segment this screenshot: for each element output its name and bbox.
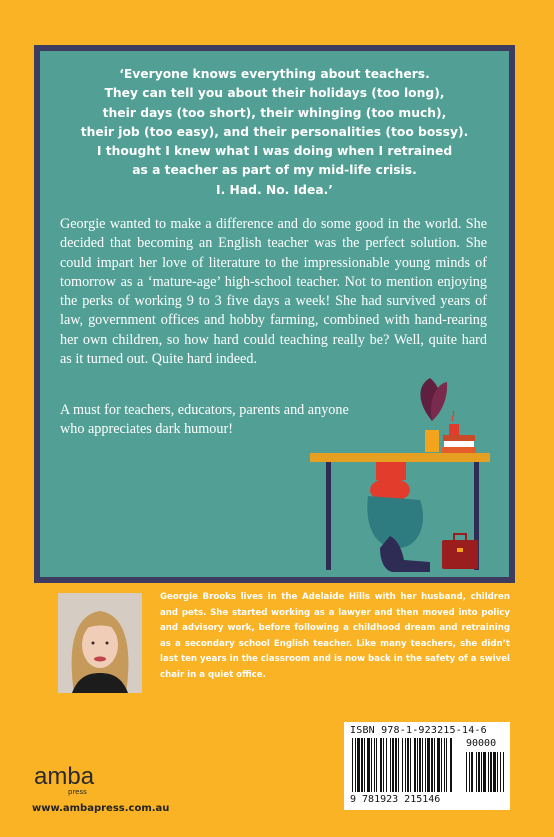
cover-quote: ‘Everyone knows everything about teachers. They can tell you about their holidays (too long), their days (too short), their whinging (too much), their job (too easy), and their personalities (too bossy). I thought I knew what I was doing when I retrained as a teacher as part of my mid-life crisis. I. Had. No. Idea.’ [80,67,469,197]
barcode-bar [410,738,411,792]
barcode-bar [402,738,403,792]
logo-text: amba [34,763,95,790]
addon-bar [481,752,482,792]
addon-bar [493,752,496,792]
barcode-bar [367,738,370,792]
briefcase [442,540,478,569]
barcode-bar [417,738,418,792]
briefcase-clasp [457,548,463,552]
barcode-bar [364,738,365,792]
author-bio: Georgie Brooks lives in the Adelaide Hills with her husband, children and pets. She started working as a lawyer and then moved into policy and advisory work, before following a childhood dream and retraining as a secondary school English teacher. Like many teachers, she didn’t last ten years in the classroom and is now back in the safety of a swivel chair in a quiet office. [160,592,510,680]
barcode-bar [383,738,384,792]
author-portrait [58,593,142,693]
barcode-bar [392,738,394,792]
barcode-bar [357,738,360,792]
addon-bar [469,752,470,792]
barcode-bar [374,738,375,792]
addon-bar [476,752,477,792]
book [443,435,475,441]
barcode-bar [441,738,442,792]
briefcase-handle [454,534,466,541]
addon-bar [490,752,492,792]
barcode-bar [437,738,440,792]
barcode-bar [450,738,452,792]
addon-bar [466,752,467,792]
book-blurb: Georgie wanted to make a difference and do some good in the world. She decided that becoming an English teacher was the perfect solution. She could impart her love of literature to the impressionable young minds of tomorrow as a ‘mature-age’ high-school teacher. Not to mention enjoying the perks of working 9 to 3 five days a week! She had survived years of law, government offices and hobby farming, combined with hand-rearing her own children, so how hard could teaching really be? Well, quite hard as it turned out. Quite hard indeed. [60,216,487,368]
author-photo [58,593,142,693]
barcode-bar [371,738,372,792]
addon-bar [500,752,501,792]
barcode-bar [395,738,397,792]
barcode-bar [414,738,416,792]
barcode-bar [422,738,423,792]
addon-bar [471,752,473,792]
barcode-bar [355,738,356,792]
barcode-bar [419,738,421,792]
barcode-bar [431,738,433,792]
desk-top [310,453,490,462]
person-head [376,462,406,480]
amba-press-logo [34,762,104,790]
addon-bar [483,752,486,792]
addon-bar [497,752,498,792]
addon-bar [488,752,489,792]
isbn-barcode [344,722,510,810]
barcode-bar [380,738,382,792]
price-addon-number: 90000 [466,738,497,749]
addon-bar [503,752,504,792]
barcode-bar [425,738,426,792]
barcode-bar [386,738,387,792]
publisher-website[interactable]: www.ambapress.com.au [32,803,170,814]
book [442,447,476,453]
book [444,441,474,447]
plant-pot [425,430,439,452]
barcode-bar [444,738,445,792]
barcode-bar [352,738,353,792]
barcode-bar [446,738,447,792]
barcode-bar [361,738,363,792]
barcode-bar [427,738,430,792]
isbn-label: ISBN 978-1-923215-14-6 [350,725,487,736]
barcode-bar [376,738,377,792]
barcode-bar [407,738,409,792]
barcode-bar [390,738,391,792]
barcode-bar [405,738,406,792]
mug-steam [452,411,454,421]
book-tagline: A must for teachers, educators, parents and anyone who appreciates dark humour! [60,402,349,438]
addon-bar [478,752,480,792]
barcode-bar [398,738,399,792]
desk-leg [326,462,331,570]
ean-number: 9 781923 215146 [350,794,441,805]
logo-subtitle: press [68,788,87,796]
mug [449,424,459,435]
barcode-bar [434,738,435,792]
